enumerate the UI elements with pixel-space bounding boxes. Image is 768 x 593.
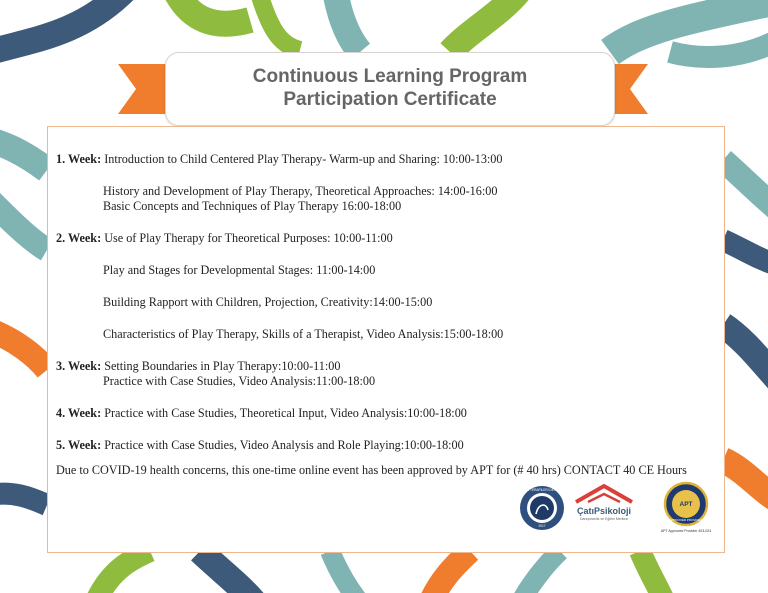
svg-text:OYUN TERAPİLERİ DERNEĞİ: OYUN TERAPİLERİ DERNEĞİ	[519, 488, 565, 492]
svg-text:Danışmanlık ve Eğitim Merkezi: Danışmanlık ve Eğitim Merkezi	[579, 517, 629, 521]
certificate-header	[165, 52, 615, 126]
accreditation-logos	[518, 480, 714, 536]
week-label: 3. Week:	[56, 359, 102, 373]
schedule-content	[56, 152, 716, 478]
week-3-line-1	[56, 359, 716, 374]
certificate-title: Participation Certificate	[283, 89, 497, 110]
week-2-line-2: Play and Stages for Developmental Stages: 11:00-14:00	[103, 263, 376, 277]
catipsikoloji-logo-icon	[576, 486, 632, 521]
week-2-line-3: Building Rapport with Children, Projection, Creativity:14:00-15:00	[103, 295, 433, 309]
svg-text:2017: 2017	[538, 524, 546, 528]
week-label: 2. Week:	[56, 231, 102, 245]
week-label: 1. Week:	[56, 152, 102, 166]
session-text: Practice with Case Studies, Video Analysis and Role Playing:10:00-18:00	[104, 438, 464, 452]
week-label: 4. Week:	[56, 406, 102, 420]
session-text: Introduction to Child Centered Play Therapy- Warm-up and Sharing: 10:00-13:00	[104, 152, 503, 166]
week-1-line-1	[56, 152, 716, 167]
session-text: Use of Play Therapy for Theoretical Purposes: 10:00-11:00	[104, 231, 393, 245]
program-title: Continuous Learning Program	[252, 66, 528, 87]
apt-approved-provider-seal-icon	[661, 483, 711, 533]
session-text: Practice with Case Studies, Theoretical Input, Video Analysis:10:00-18:00	[104, 406, 467, 420]
week-1-line-2: History and Development of Play Therapy, Theoretical Approaches: 14:00-16:00	[103, 184, 498, 198]
approval-note: Due to COVID-19 health concerns, this one-time online event has been approved by APT for (# 40 hrs) CONTACT 40 CE Hours	[56, 463, 687, 477]
oyun-terapileri-dernegi-seal-icon	[520, 486, 564, 530]
program-schedule-panel	[47, 126, 725, 553]
week-label: 5. Week:	[56, 438, 102, 452]
svg-text:ÇatıPsikoloji: ÇatıPsikoloji	[576, 506, 632, 516]
session-text: Setting Boundaries in Play Therapy:10:00-11:00	[104, 359, 341, 373]
svg-text:APT Approved Provider 403-024: APT Approved Provider 403-024	[660, 529, 712, 533]
week-4-line-1	[56, 406, 716, 421]
svg-text:APT: APT	[679, 501, 693, 508]
svg-text:APPROVED PROVIDER: APPROVED PROVIDER	[669, 518, 703, 522]
week-3-line-2: Practice with Case Studies, Video Analysis:11:00-18:00	[103, 374, 376, 388]
week-2-line-1	[56, 231, 716, 246]
week-2-line-4: Characteristics of Play Therapy, Skills of a Therapist, Video Analysis:15:00-18:00	[103, 327, 504, 341]
week-1-line-3: Basic Concepts and Techniques of Play Therapy 16:00-18:00	[103, 199, 402, 213]
week-5-line-1	[56, 438, 716, 453]
